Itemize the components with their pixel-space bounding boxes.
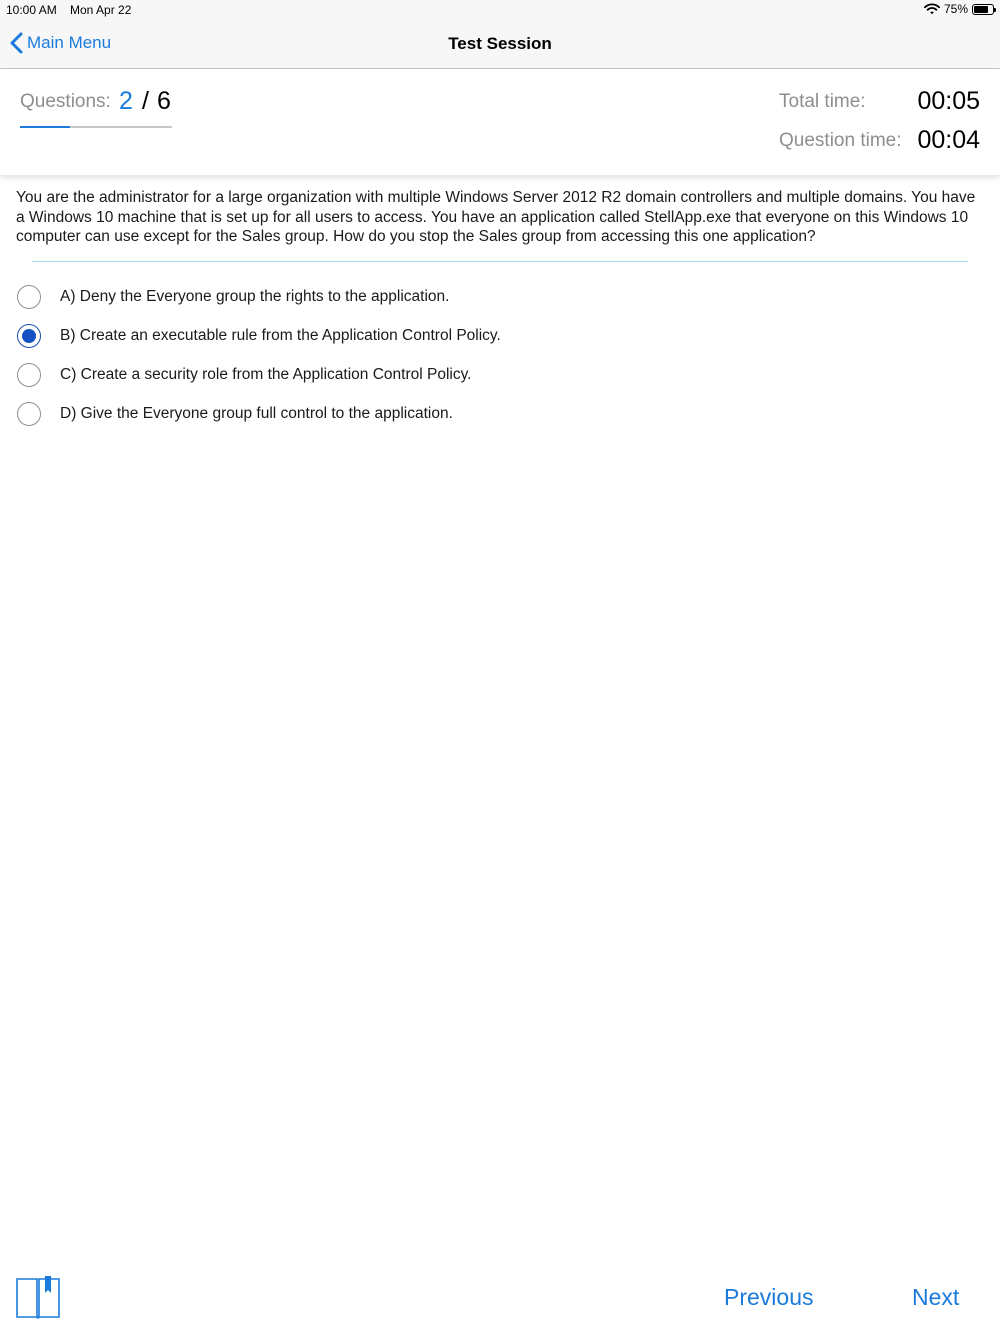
total-time-label: Total time: (779, 91, 866, 112)
answer-option-d[interactable] (17, 400, 453, 428)
battery-icon (972, 4, 994, 15)
answer-option-c[interactable] (17, 361, 472, 389)
answer-option-b[interactable] (17, 322, 501, 350)
session-info-panel (0, 69, 1000, 175)
question-progress-fill (20, 126, 70, 128)
status-date: Mon Apr 22 (70, 3, 132, 17)
radio-button[interactable] (17, 402, 41, 426)
answer-option-a[interactable] (17, 283, 449, 311)
wifi-icon (924, 3, 940, 15)
radio-button[interactable] (17, 324, 41, 348)
previous-button[interactable]: Previous (724, 1284, 814, 1310)
status-bar (0, 0, 1000, 20)
battery-percent: 75% (943, 2, 968, 16)
answer-text: A) Deny the Everyone group the rights to the application. (60, 288, 450, 305)
question-divider (32, 261, 968, 262)
page-title: Test Session (448, 34, 552, 53)
answer-text: D) Give the Everyone group full control to the application. (60, 405, 453, 422)
total-time-value: 00:05 (917, 87, 980, 115)
battery-level (974, 6, 988, 13)
back-label: Main Menu (27, 33, 112, 52)
next-button[interactable]: Next (912, 1284, 960, 1310)
question-time-value: 00:04 (917, 126, 980, 154)
question-time-label: Question time: (779, 130, 902, 151)
navigation-bar (0, 20, 1000, 69)
questions-label: Questions: (20, 91, 111, 112)
status-indicators (924, 2, 994, 16)
status-time: 10:00 AM (6, 3, 57, 17)
radio-button[interactable] (17, 363, 41, 387)
current-question-number: 2 (119, 87, 133, 115)
total-questions-number: 6 (157, 87, 171, 115)
answer-text: C) Create a security role from the Application Control Policy. (60, 366, 472, 383)
book-bookmark-icon[interactable] (15, 1275, 61, 1319)
question-progress-bar (20, 126, 172, 128)
question-text: You are the administrator for a large organization with multiple Windows Server 2012 R2 domain controllers and multiple domains. You have a Windows 10 machine that is set up for all users to access. You have an application called StellApp.exe that everyone on this Windows 10 computer can use except for the Sales group. How do you stop the Sales group from accessing this one application? (16, 189, 976, 246)
radio-button[interactable] (17, 285, 41, 309)
answer-text: B) Create an executable rule from the Application Control Policy. (60, 327, 501, 344)
question-separator: / (142, 87, 149, 115)
